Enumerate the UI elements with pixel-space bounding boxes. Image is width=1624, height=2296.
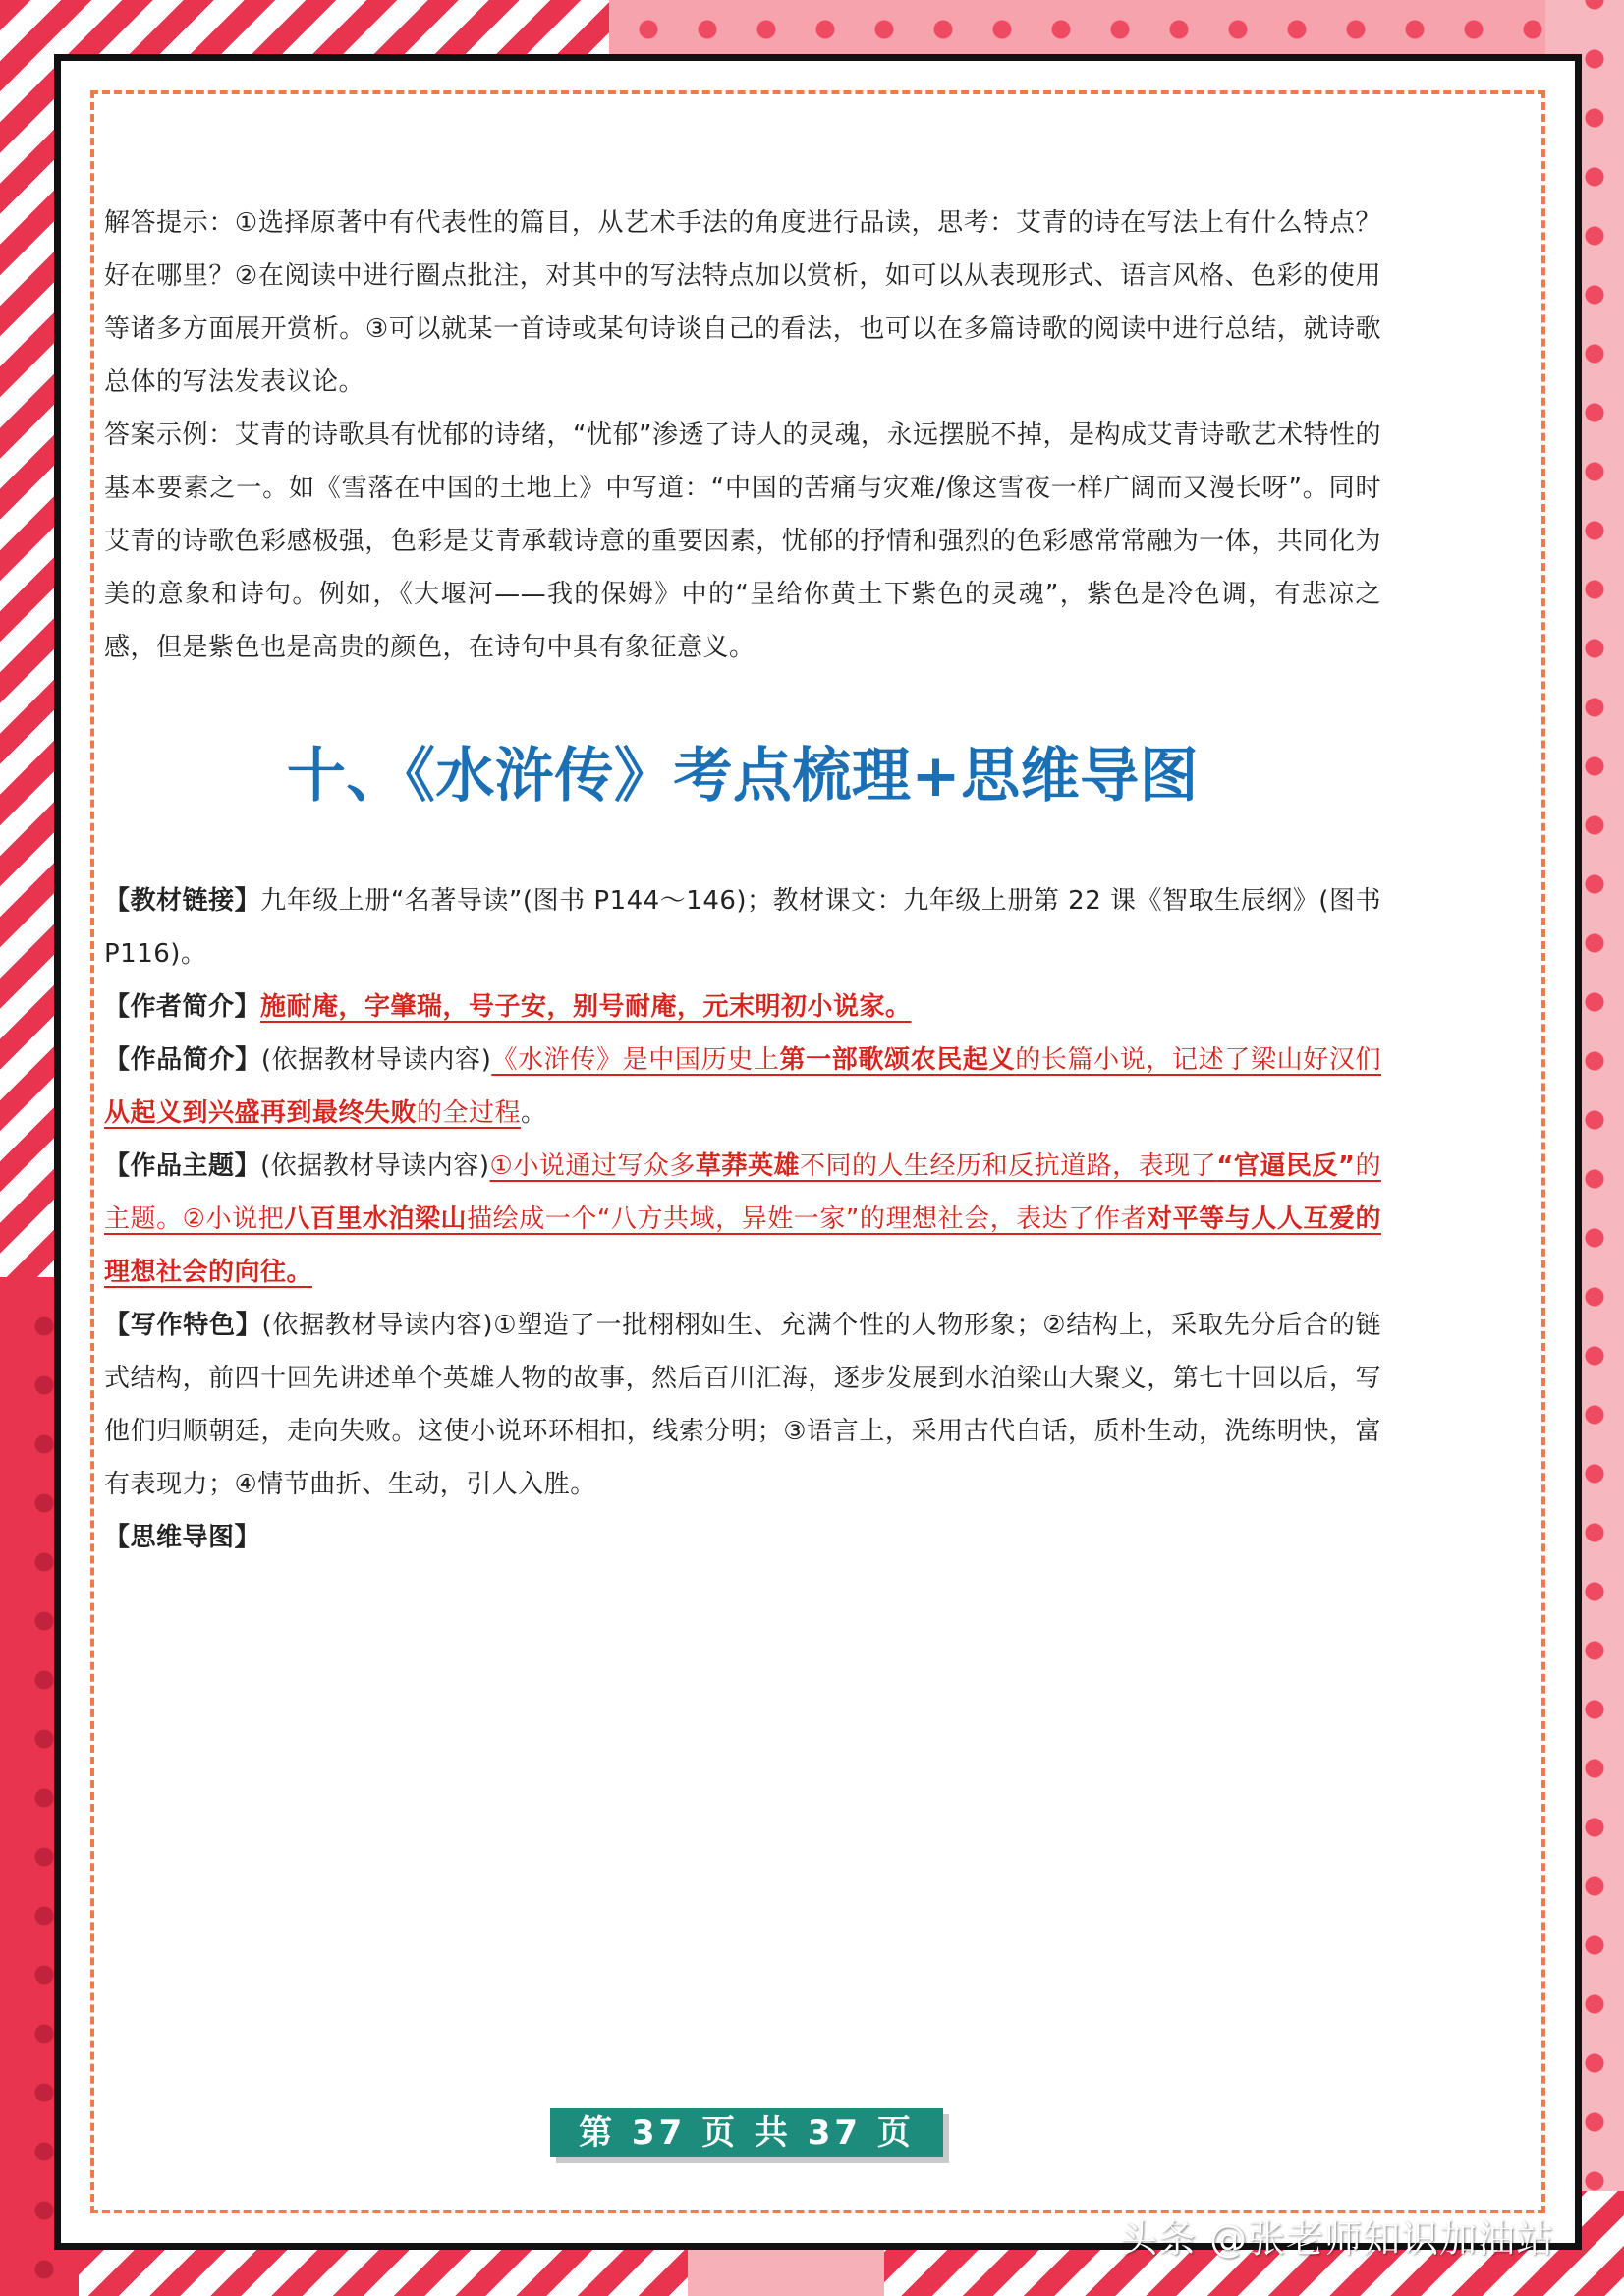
textbook-link-label: 【教材链接】 xyxy=(104,886,261,916)
answer-hint-text: 解答提示：①选择原著中有代表性的篇目，从艺术手法的角度进行品读，思考：艾青的诗在写法上有什么特点？好在哪里？②在阅读中进行圈点批注，对其中的写法特点加以赏析，如可以从表现形式、语言风格、色彩的使用等诸多方面展开赏析。③可以就某一首诗或某句诗谈自己的看法，也可以在多篇诗歌的阅读中进行总结，就诗歌总体的写法发表议论。 xyxy=(104,208,1381,397)
theme-part1: ①小说通过写众多 xyxy=(489,1151,696,1181)
author-text: 施耐庵，字肇瑞，号子安，别号耐庵，元末明初小说家。 xyxy=(260,992,912,1022)
watermark: 头条 @张老师知识加油站 xyxy=(1120,2217,1555,2261)
answer-example-text: 答案示例：艾青的诗歌具有忧郁的诗绪，“忧郁”渗透了诗人的灵魂，永远摆脱不掉，是构成艾青诗歌艺术特性的基本要素之一。如《雪落在中国的土地上》中写道：“中国的苦痛与灾难/像这雪夜一样广阔而又漫长呀”。同时艾青的诗歌色彩感极强，色彩是艾青承载诗意的重要因素，忧郁的抒情和强烈的色彩感常常融为一体，共同化为美的意象和诗句。例如，《大堰河——我的保姆》中的“呈给你黄土下紫色的灵魂”，紫色是冷色调，有悲凉之感，但是紫色也是高贵的颜色，在诗句中具有象征意义。 xyxy=(104,420,1381,662)
work-intro-part3: 的长篇小说，记述了梁山好汉们 xyxy=(1015,1045,1381,1075)
work-intro-part5: 的全过程 xyxy=(417,1098,522,1128)
features-label: 【写作特色】 xyxy=(104,1311,262,1340)
mindmap-label: 【思维导图】 xyxy=(104,1523,261,1552)
work-intro-paragraph xyxy=(104,1034,1381,1140)
theme-label: 【作品主题】 xyxy=(104,1151,261,1181)
theme-part7: 描绘成一个“八方共域，异姓一家”的理想社会，表达了作者 xyxy=(467,1204,1148,1234)
theme-basis: (依据教材导读内容) xyxy=(260,1151,490,1181)
section-title: 十、《水浒传》考点梳理+思维导图 xyxy=(286,742,1200,811)
textbook-link-text: 九年级上册“名著导读”(图书 P144～146)；教材课文：九年级上册第 22 课《智取生辰纲》(图书 P116)。 xyxy=(104,886,1381,969)
work-intro-basis: (依据教材导读内容) xyxy=(260,1045,492,1075)
textbook-link-paragraph xyxy=(104,874,1381,980)
features-text: ①塑造了一批栩栩如生、充满个性的人物形象；②结构上，采取先分后合的链式结构，前四十回先讲述单个英雄人物的故事，然后百川汇海，逐步发展到水泊梁山大聚义，第七十回以后，写他们归顺朝廷，走向失败。这使小说环环相扣，线索分明；③语言上，采用古代白话，质朴生动，洗练明快，富有表现力；④情节曲折、生动，引人入胜。 xyxy=(104,1311,1381,1499)
answer-hint-paragraph xyxy=(104,196,1381,409)
theme-part4: “官逼民反” xyxy=(1216,1151,1356,1181)
author-label: 【作者简介】 xyxy=(104,992,261,1022)
features-paragraph xyxy=(104,1299,1381,1511)
answer-example-paragraph xyxy=(104,409,1381,674)
work-intro-part2: 第一部歌颂农民起义 xyxy=(779,1045,1016,1075)
page-number-badge: 第 37 页 共 37 页 xyxy=(550,2108,943,2157)
theme-part2: 草莽英雄 xyxy=(695,1151,800,1181)
theme-part5: 的主题。②小说把 xyxy=(104,1151,1381,1234)
mindmap-paragraph xyxy=(104,1511,1381,1564)
work-intro-part4: 从起义到兴盛再到最终失败 xyxy=(104,1098,418,1128)
work-intro-part1: 《水浒传》是中国历史上 xyxy=(491,1045,780,1075)
work-intro-end: 。 xyxy=(521,1098,547,1128)
work-intro-label: 【作品简介】 xyxy=(104,1045,261,1075)
author-paragraph xyxy=(104,980,1381,1034)
page-content xyxy=(104,196,1381,1564)
theme-part3: 不同的人生经历和反抗道路，表现了 xyxy=(799,1151,1217,1181)
features-basis: (依据教材导读内容) xyxy=(261,1311,493,1340)
theme-paragraph xyxy=(104,1140,1381,1299)
theme-part8: 对平等与人人互爱的理想社会的向往。 xyxy=(104,1204,1381,1287)
theme-part6: 八百里水泊梁山 xyxy=(284,1204,468,1234)
